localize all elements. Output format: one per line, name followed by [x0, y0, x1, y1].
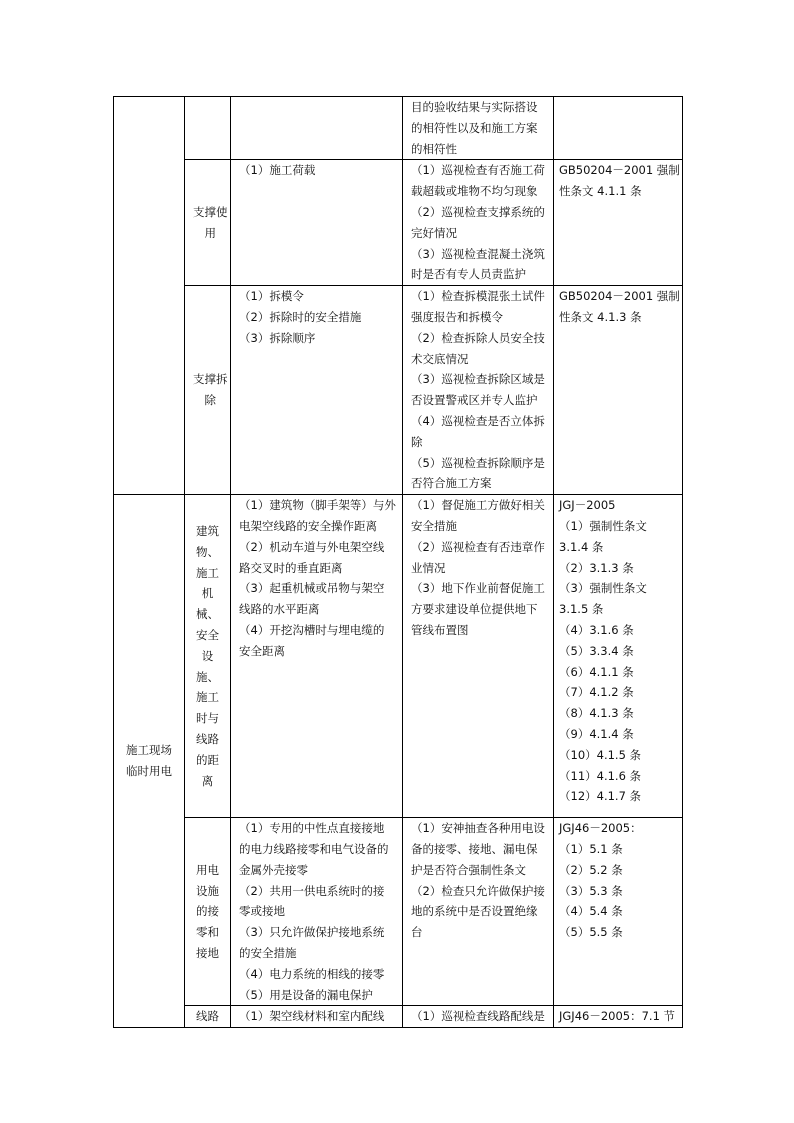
- method-line: 台: [411, 925, 423, 940]
- method-line: （5）巡视检查拆除顺序是: [411, 455, 545, 470]
- content-cell: [231, 160, 403, 286]
- method-cell: [403, 97, 554, 160]
- content-cell: [231, 495, 403, 818]
- basis-line: （7）4.1.2 条: [559, 685, 634, 700]
- content-line: （2）共用一供电系统时的接: [239, 883, 385, 898]
- basis-line: （2）3.1.3 条: [559, 560, 634, 575]
- basis-line: （4）5.4 条: [559, 904, 623, 919]
- content-line: 金属外壳接零: [239, 862, 308, 877]
- basis-line: （2）5.2 条: [559, 862, 623, 877]
- content-line: 线路的水平距离: [239, 602, 320, 617]
- method-line: （3）巡视检查混凝土浇筑: [411, 246, 545, 261]
- content-line: （4）开挖沟槽时与埋电缆的: [239, 622, 385, 637]
- content-line: 的安全措施: [239, 945, 297, 960]
- method-line: （2）巡视检查有否违章作: [411, 539, 545, 554]
- table-row: [114, 495, 683, 818]
- method-line: 备的接零、接地、漏电保: [411, 841, 538, 856]
- content-cell: [231, 97, 403, 160]
- basis-cell: [554, 160, 683, 286]
- content-line: 电架空线路的安全操作距离: [239, 518, 377, 533]
- content-line: （3）只允许做保护接地系统: [239, 925, 385, 940]
- method-line: （1）检查拆模混张土试件: [411, 289, 545, 304]
- category-cell-blank: [114, 97, 185, 495]
- item-label: 支撑使用: [193, 204, 228, 240]
- method-line: 否设置警戒区并专人监护: [411, 393, 538, 408]
- method-line: 地的系统中是否设置绝缘: [411, 904, 538, 919]
- content-line: （1）专用的中性点直接接地: [239, 821, 385, 836]
- item-cell: [185, 286, 231, 495]
- content-line: （1）架空线材料和室内配线: [239, 1009, 385, 1024]
- basis-line: （11）4.1.6 条: [559, 768, 642, 783]
- method-line: 方要求建设单位提供地下: [411, 602, 538, 617]
- method-cell: [403, 495, 554, 818]
- method-line: 的相符性: [411, 141, 457, 156]
- table-row: [114, 818, 683, 1006]
- method-line: 除: [411, 434, 423, 449]
- item-cell: [185, 495, 231, 818]
- content-line: （3）拆除顺序: [239, 330, 316, 345]
- basis-line: 3.1.5 条: [559, 602, 604, 617]
- content-line: （5）用是设备的漏电保护: [239, 987, 373, 1002]
- basis-line: （6）4.1.1 条: [559, 664, 634, 679]
- method-line: 强度报告和拆模令: [411, 309, 503, 324]
- content-line: （4）电力系统的相线的接零: [239, 966, 385, 981]
- method-line: （2）检查拆除人员安全技: [411, 330, 545, 345]
- method-line: 载超载或堆物不均匀现象: [411, 184, 538, 199]
- method-line: （1）督促施工方做好相关: [411, 498, 545, 513]
- content-line: 零或接地: [239, 904, 285, 919]
- method-line: 护是否符合强制性条文: [411, 862, 526, 877]
- basis-line: （5）3.3.4 条: [559, 643, 634, 658]
- method-line: 时是否有专人员责监护: [411, 267, 526, 282]
- item-cell: [185, 97, 231, 160]
- method-line: （2）巡视检查支撑系统的: [411, 204, 545, 219]
- basis-line: JGJ－2005: [559, 498, 616, 513]
- method-line: （3）巡视检查拆除区域是: [411, 372, 545, 387]
- method-line: （2）检查只允许做保护接: [411, 883, 545, 898]
- method-line: （1）巡视检查线路配线是: [411, 1009, 545, 1024]
- method-line: 术交底情况: [411, 351, 469, 366]
- basis-line: JGJ46－2005：7.1 节: [559, 1009, 676, 1024]
- inspection-table: [113, 96, 683, 1028]
- item-label: 线路: [196, 1009, 219, 1024]
- basis-line: GB50204－2001 强制: [559, 163, 680, 178]
- method-line: 安全措施: [411, 518, 457, 533]
- basis-line: （8）4.1.3 条: [559, 706, 634, 721]
- method-line: 业情况: [411, 560, 446, 575]
- basis-line: 性条文 4.1.3 条: [559, 309, 642, 324]
- content-line: （1）施工荷载: [239, 163, 316, 178]
- content-cell: [231, 818, 403, 1006]
- method-line: （1）安神抽查各种用电设: [411, 821, 545, 836]
- basis-line: （10）4.1.5 条: [559, 747, 642, 762]
- content-line: 的电力线路接零和电气设备的: [239, 841, 389, 856]
- item-label: 支撑拆除: [193, 372, 228, 408]
- content-line: （1）建筑物（脚手架等）与外: [239, 498, 396, 513]
- item-label: 建筑物、施工机械、安全设施、施工时与线路的距离: [195, 523, 219, 788]
- content-cell: [231, 1006, 403, 1028]
- basis-cell: [554, 286, 683, 495]
- method-line: 目的验收结果与实际搭设: [411, 100, 538, 114]
- item-label: 用电设施的接零和接地: [195, 862, 219, 960]
- category-cell: [114, 495, 185, 1028]
- method-line: 否符合施工方案: [411, 476, 492, 491]
- table-row: [114, 286, 683, 495]
- method-cell: [403, 160, 554, 286]
- content-line: 安全距离: [239, 643, 285, 658]
- basis-line: （12）4.1.7 条: [559, 789, 642, 804]
- method-line: 的相符性以及和施工方案: [411, 120, 538, 135]
- content-line: 路交叉时的垂直距离: [239, 560, 343, 575]
- method-line: （4）巡视检查是否立体拆: [411, 413, 545, 428]
- content-line: （3）起重机械或吊物与架空: [239, 581, 385, 596]
- basis-line: （3）5.3 条: [559, 883, 623, 898]
- method-line: （1）巡视检查有否施工荷: [411, 163, 545, 178]
- basis-line: JGJ46－2005：: [559, 821, 642, 836]
- item-cell: [185, 818, 231, 1006]
- table-row: [114, 160, 683, 286]
- method-line: 管线布置图: [411, 622, 469, 637]
- basis-cell: [554, 818, 683, 1006]
- basis-cell: [554, 97, 683, 160]
- basis-line: （1）5.1 条: [559, 841, 623, 856]
- content-line: （2）机动车道与外电架空线: [239, 539, 385, 554]
- method-line: 完好情况: [411, 225, 457, 240]
- method-cell: [403, 286, 554, 495]
- method-line: （3）地下作业前督促施工: [411, 581, 545, 596]
- basis-line: （9）4.1.4 条: [559, 726, 634, 741]
- item-cell: [185, 1006, 231, 1028]
- content-line: （1）拆模令: [239, 289, 304, 304]
- method-cell: [403, 818, 554, 1006]
- basis-line: （1）强制性条文: [559, 518, 647, 533]
- item-cell: [185, 160, 231, 286]
- basis-line: （5）5.5 条: [559, 925, 623, 940]
- basis-line: （4）3.1.6 条: [559, 622, 634, 637]
- basis-line: （3）强制性条文: [559, 581, 647, 596]
- basis-line: 3.1.4 条: [559, 539, 604, 554]
- basis-line: GB50204－2001 强制: [559, 289, 680, 304]
- basis-cell: [554, 495, 683, 818]
- content-line: （2）拆除时的安全措施: [239, 309, 362, 324]
- method-cell: [403, 1006, 554, 1028]
- basis-line: 性条文 4.1.1 条: [559, 184, 642, 199]
- category-label: 施工现场临时用电: [126, 743, 172, 779]
- table-row: [114, 1006, 683, 1028]
- table-row: [114, 97, 683, 160]
- basis-cell: [554, 1006, 683, 1028]
- content-cell: [231, 286, 403, 495]
